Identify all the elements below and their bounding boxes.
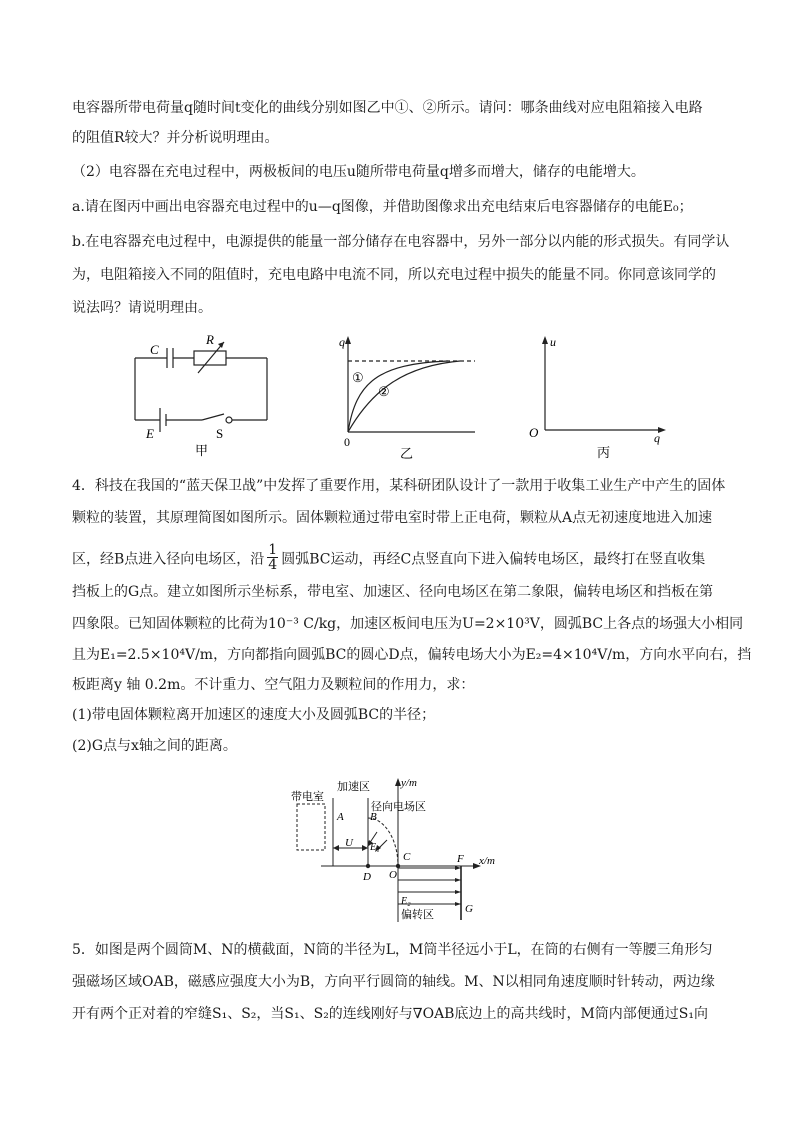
yi-origin: 0 — [344, 435, 350, 449]
yi-curve-2 — [348, 361, 460, 432]
label-E1: E₁ — [370, 842, 380, 853]
p4-question-2: (2)G点与x轴之间的距离。 — [72, 738, 237, 754]
charge-room-box — [297, 804, 325, 850]
jia-caption: 甲 — [195, 443, 209, 458]
label-U: U — [345, 837, 353, 849]
yi-caption: 乙 — [400, 446, 414, 461]
figure-jia-circuit — [120, 330, 280, 460]
bing-label-q: q — [654, 431, 660, 445]
p3-line-3: （2）电容器在充电过程中，两极板间的电压u随所带电荷量q增多而增大，储存的电能增大。 — [72, 164, 645, 180]
p4-line-7: 板距离y 轴 0.2m。不计重力、空气阻力及颗粒间的作用力，求： — [72, 677, 475, 693]
p4-line-3b: 圆弧BC运动，再经C点竖直向下进入偏转电场区，最终打在竖直收集 — [281, 551, 706, 568]
bing-caption: 丙 — [597, 445, 611, 460]
p5-line-3: 开有两个正对着的窄缝S₁、S₂，当S₁、S₂的连线刚好与∇OAB底边上的高共线时，M筒内部便通过S₁向 — [72, 1006, 708, 1022]
p4-line-6: 且为E₁=2.5×10⁴V/m，方向都指向圆弧BC的圆心D点，偏转电场大小为E₂=4×10⁴V/m，方向水平向右，挡 — [72, 647, 752, 663]
label-A: A — [337, 811, 344, 823]
p3-line-4: a.请在图丙中画出电容器充电过程中的u—q图像，并借助图像求出充电结束后电容器储存的电能E₀； — [72, 199, 693, 215]
p5-line-2: 强磁场区域OAB，磁感应强度大小为B，方向平行圆筒的轴线。M、N以相同角速度顺时针转动，两边缘 — [72, 974, 715, 990]
p3-line-2: 的阻值R较大？并分析说明理由。 — [72, 130, 279, 146]
p4-line-2: 颗粒的装置，其原理简图如图所示。固体颗粒通过带电室时带上正电荷，颗粒从A点无初速度地进入加速 — [72, 510, 713, 526]
yi-curve-1-label: ① — [352, 370, 364, 385]
p3-line-5: b.在电容器充电过程中，电源提供的能量一部分储存在电容器中，另外一部分以内能的形式损失。有同学认 — [72, 234, 730, 250]
label-x-axis: x/m — [479, 855, 495, 867]
point-O-marker — [396, 864, 400, 868]
fraction-numerator: 1 — [268, 542, 278, 558]
label-E2: E₂ — [401, 896, 411, 907]
p4-line-3 — [72, 542, 722, 574]
bing-origin: O — [529, 425, 539, 440]
p4-question-1: (1)带电固体颗粒离开加速区的速度大小及圆弧BC的半径； — [72, 707, 436, 723]
label-charge-room: 带电室 — [291, 791, 324, 803]
p3-line-1: 电容器所带电荷量q随时间t变化的曲线分别如图乙中①、②所示。请问：哪条曲线对应电阻箱接入电路 — [72, 100, 703, 116]
label-O: O — [389, 869, 397, 881]
bing-label-u: u — [550, 335, 556, 349]
label-B: B — [370, 811, 377, 823]
p4-line-5: 四象限。已知固体颗粒的比荷为10⁻³ C/kg，加速区板间电压为U=2×10³V，圆弧BC上各点的场强大小相同 — [72, 616, 744, 632]
jia-label-C: C — [150, 342, 159, 357]
label-radial-zone: 径向电场区 — [371, 801, 426, 813]
p4-line-3a: 区，经B点进入径向电场区，沿 — [72, 551, 265, 568]
label-C: C — [403, 851, 411, 863]
yi-curve-2-label: ② — [378, 384, 390, 399]
jia-label-E: E — [146, 426, 154, 441]
jia-label-R: R — [206, 332, 214, 347]
jia-label-S: S — [216, 426, 224, 441]
label-accel-zone: 加速区 — [337, 781, 370, 793]
figure-bing-u-q-axes — [525, 330, 685, 465]
label-F: F — [457, 853, 464, 865]
label-D: D — [363, 871, 371, 883]
label-deflect-zone: 偏转区 — [401, 909, 434, 921]
figure-yi-q-t-graph — [330, 330, 490, 465]
p4-line-4: 挡板上的G点。建立如图所示坐标系，带电室、加速区、径向电场区在第二象限，偏转电场区和挡板在第 — [72, 584, 714, 600]
figure-4-particle-collector — [285, 770, 515, 925]
point-D-marker — [366, 864, 370, 868]
p4-line-1: 4．科技在我国的“蓝天保卫战”中发挥了重要作用，某科研团队设计了一款用于收集工业生产中产生的固体 — [72, 478, 726, 494]
fraction-quarter — [267, 543, 278, 572]
p3-line-7: 说法吗？请说明理由。 — [72, 300, 212, 316]
fraction-denominator: 4 — [268, 557, 278, 573]
yi-label-q: q — [339, 335, 345, 349]
label-G: G — [465, 903, 473, 915]
label-y-axis: y/m — [401, 777, 417, 789]
p5-line-1: 5．如图是两个圆筒M、N的横截面，N筒的半径为L，M筒半径远小于L，在筒的右侧有一等腰三角形匀 — [72, 942, 713, 958]
p3-line-6: 为，电阻箱接入不同的阻值时，充电电路中电流不同，所以充电过程中损失的能量不同。你同意该同学的 — [72, 267, 716, 283]
